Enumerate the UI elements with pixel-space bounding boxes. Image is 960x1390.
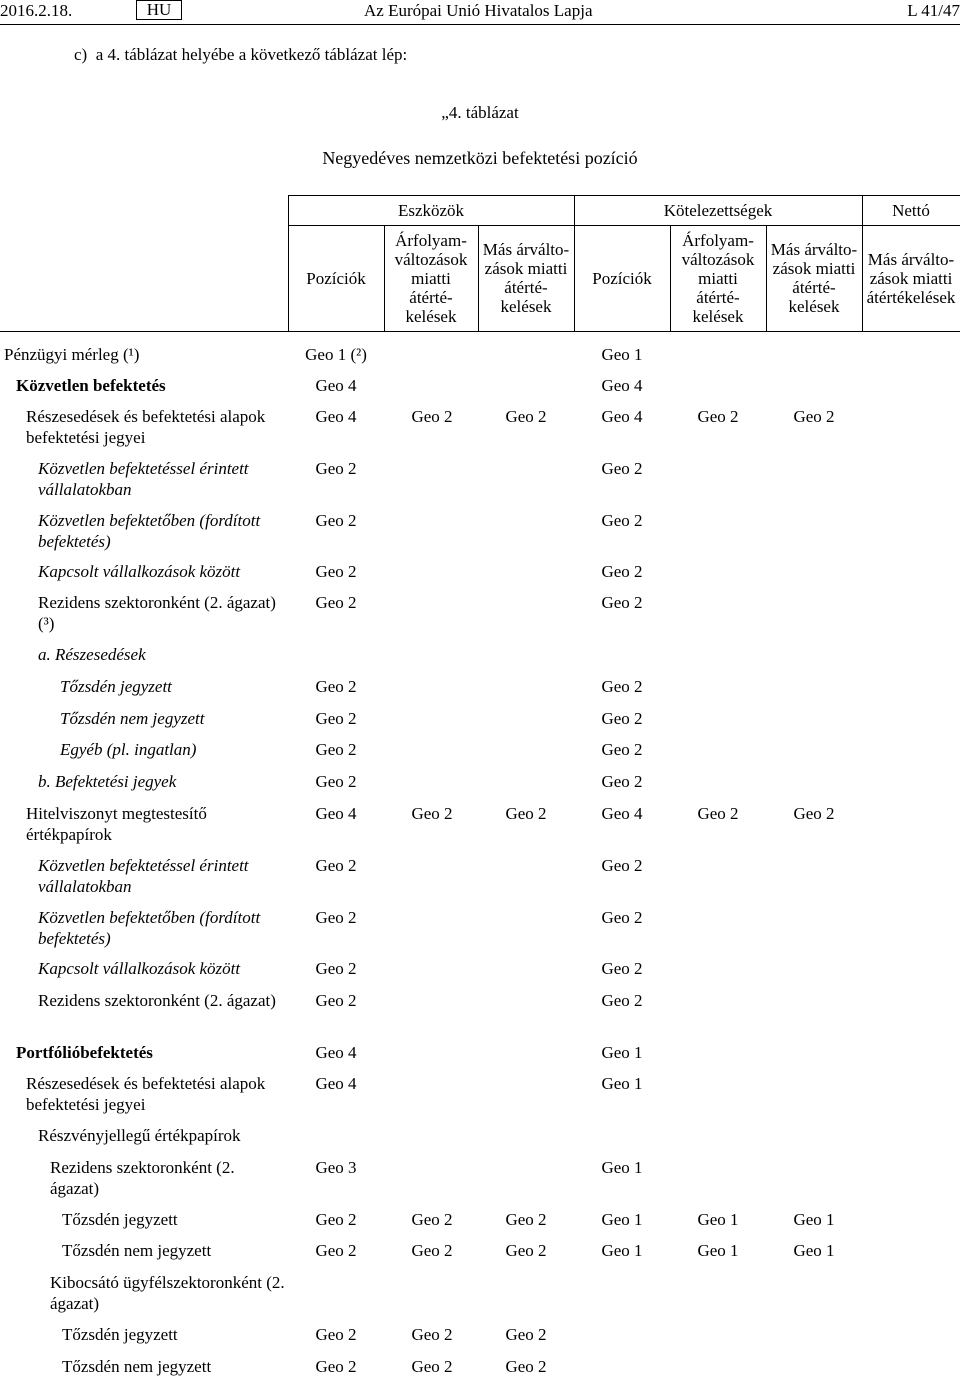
journal-title: Az Európai Unió Hivatalos Lapja [364,1,593,20]
table-number: „4. táblázat [441,103,519,122]
table-cell: Geo 1 [697,1210,739,1229]
table-cell: Geo 2 [601,908,643,927]
table-cell: Geo 2 [315,511,357,530]
table-cell: Geo 2 [601,709,643,728]
column-header-label: Pozíciók [306,268,366,288]
table-cell: Geo 1 [601,1158,643,1177]
table-cell: Geo 2 [411,1210,453,1229]
row-label: Rezidens szektoronként (2. ágazat) (³) [38,593,276,633]
table-cell: Geo 2 [315,1357,357,1376]
table-cell: Geo 2 [601,593,643,612]
table-cell: Geo 4 [315,804,357,823]
publication-date: 2016.2.18. [0,1,73,20]
table-cell: Geo 2 [601,511,643,530]
table-cell: Geo 2 [505,1325,547,1344]
table-cell: Geo 4 [315,1043,357,1062]
page-number: L 41/47 [907,1,960,20]
table-cell: Geo 2 [315,856,357,875]
row-label: Közvetlen befektetéssel érintett vállalatokban [38,856,249,896]
table-cell: Geo 2 [411,407,453,426]
table-cell: Geo 2 [411,804,453,823]
table-cell: Geo 2 [601,959,643,978]
intro-text: c) a 4. táblázat helyébe a következő táblázat lép: [74,45,408,64]
row-label: Tőzsdén jegyzett [62,1210,178,1229]
table-cell: Geo 2 [601,772,643,791]
row-label: Pénzügyi mérleg (¹) [4,345,140,364]
table-cell: Geo 2 [505,1210,547,1229]
table-cell: Geo 2 [411,1357,453,1376]
table-cell: Geo 4 [601,407,643,426]
row-label: Kibocsátó ügyfélszektoronként (2. ágazat) [50,1273,285,1313]
table-cell: Geo 2 [315,562,357,581]
table-cell: Geo 2 [505,1241,547,1260]
row-label: Tőzsdén nem jegyzett [60,709,205,728]
table-cell: Geo 2 [411,1325,453,1344]
row-label: Kapcsolt vállalkozások között [38,562,241,581]
table-cell: Geo 2 [315,593,357,612]
table-cell: Geo 4 [601,376,643,395]
table-header-bottom-rule [0,331,960,332]
table-cell: Geo 4 [315,407,357,426]
row-label: Rezidens szektoronként (2. ágazat) [50,1158,235,1198]
column-header-label: Pozíciók [592,268,652,288]
group-header-liabilities: Kötelezettségek [663,201,773,220]
row-label: b. Befektetési jegyek [38,772,177,791]
table-cell: Geo 1 [601,345,643,364]
row-label: Hitelviszonyt megtestesítő értékpapírok [26,804,207,844]
table-cell: Geo 3 [315,1158,357,1177]
column-header [766,226,862,330]
table-cell: Geo 2 [315,709,357,728]
column-header [670,226,766,330]
table-cell: Geo 2 [505,407,547,426]
table-cell: Geo 1 [793,1210,835,1229]
table-cell: Geo 2 [601,991,643,1010]
row-label: Egyéb (pl. ingatlan) [60,740,197,759]
row-label: Közvetlen befektetőben (fordított befektetés) [38,908,261,948]
table-cell: Geo 2 [601,677,643,696]
table-cell: Geo 1 [697,1241,739,1260]
table-cell: Geo 4 [315,376,357,395]
table-cell: Geo 2 [601,459,643,478]
group-header-assets: Eszközök [397,201,465,220]
column-header [288,226,384,330]
table-cell: Geo 2 [505,804,547,823]
row-label: Rezidens szektoronként (2. ágazat) [38,991,276,1010]
row-label: a. Részesedések [38,645,146,664]
row-label: Portfólióbefektetés [16,1043,153,1062]
table-cell: Geo 2 [315,908,357,927]
table-cell: Geo 2 [411,1241,453,1260]
table-cell: Geo 1 (²) [305,345,367,364]
column-header [862,226,960,330]
table-cell: Geo 2 [315,991,357,1010]
row-label: Részvényjellegű értékpapírok [38,1126,241,1145]
column-header-label: Más árválto- zások miatti átérté- kelések [482,240,570,316]
language-badge: HU [136,0,182,20]
running-header [0,0,960,24]
column-header [574,226,670,330]
column-header [478,226,574,330]
row-label: Részesedések és befektetési alapok befektetési jegyei [26,407,266,447]
row-label: Tőzsdén jegyzett [62,1325,178,1344]
table-cell: Geo 1 [601,1210,643,1229]
table-cell: Geo 2 [505,1357,547,1376]
column-header-label: Más árválto- zások miatti átértékelések [866,249,956,307]
column-header [384,226,478,330]
table-cell: Geo 2 [315,1210,357,1229]
table-cell: Geo 2 [315,959,357,978]
table-cell: Geo 4 [601,804,643,823]
row-label: Tőzsdén nem jegyzett [62,1241,212,1260]
table-cell: Geo 2 [793,407,835,426]
table-cell: Geo 1 [793,1241,835,1260]
table-cell: Geo 2 [601,856,643,875]
table-caption: Negyedéves nemzetközi befektetési pozíció [322,148,638,168]
row-label: Közvetlen befektetéssel érintett vállalatokban [38,459,249,499]
column-header-label: Árfolyam- változások miatti átérté- kelések [394,230,468,326]
table-cell: Geo 2 [315,740,357,759]
table-cell: Geo 2 [697,804,739,823]
table-cell: Geo 1 [601,1074,643,1093]
table-cell: Geo 2 [315,1241,357,1260]
table-cell: Geo 2 [315,1325,357,1344]
table-cell: Geo 2 [315,677,357,696]
row-label: Tőzsdén jegyzett [60,677,172,696]
table-cell: Geo 2 [601,740,643,759]
row-label: Részesedések és befektetési alapok befektetési jegyei [26,1074,266,1114]
row-label: Tőzsdén nem jegyzett [62,1357,212,1376]
table-cell: Geo 4 [315,1074,357,1093]
table-cell: Geo 2 [793,804,835,823]
table-cell: Geo 2 [601,562,643,581]
row-label: Közvetlen befektetőben (fordított befektetés) [38,511,261,551]
group-header-net: Nettó [892,201,930,220]
row-label: Kapcsolt vállalkozások között [38,959,241,978]
table-cell: Geo 2 [315,459,357,478]
table-cell: Geo 1 [601,1043,643,1062]
table-cell: Geo 1 [601,1241,643,1260]
table-cell: Geo 2 [697,407,739,426]
header-divider [0,24,960,25]
row-label: Közvetlen befektetés [16,376,166,395]
column-header-label: Más árválto- zások miatti átérté- kelések [770,240,858,316]
table-top-rule [288,195,960,196]
column-header-label: Árfolyam- változások miatti átérté- kelések [681,230,755,326]
table-cell: Geo 2 [315,772,357,791]
